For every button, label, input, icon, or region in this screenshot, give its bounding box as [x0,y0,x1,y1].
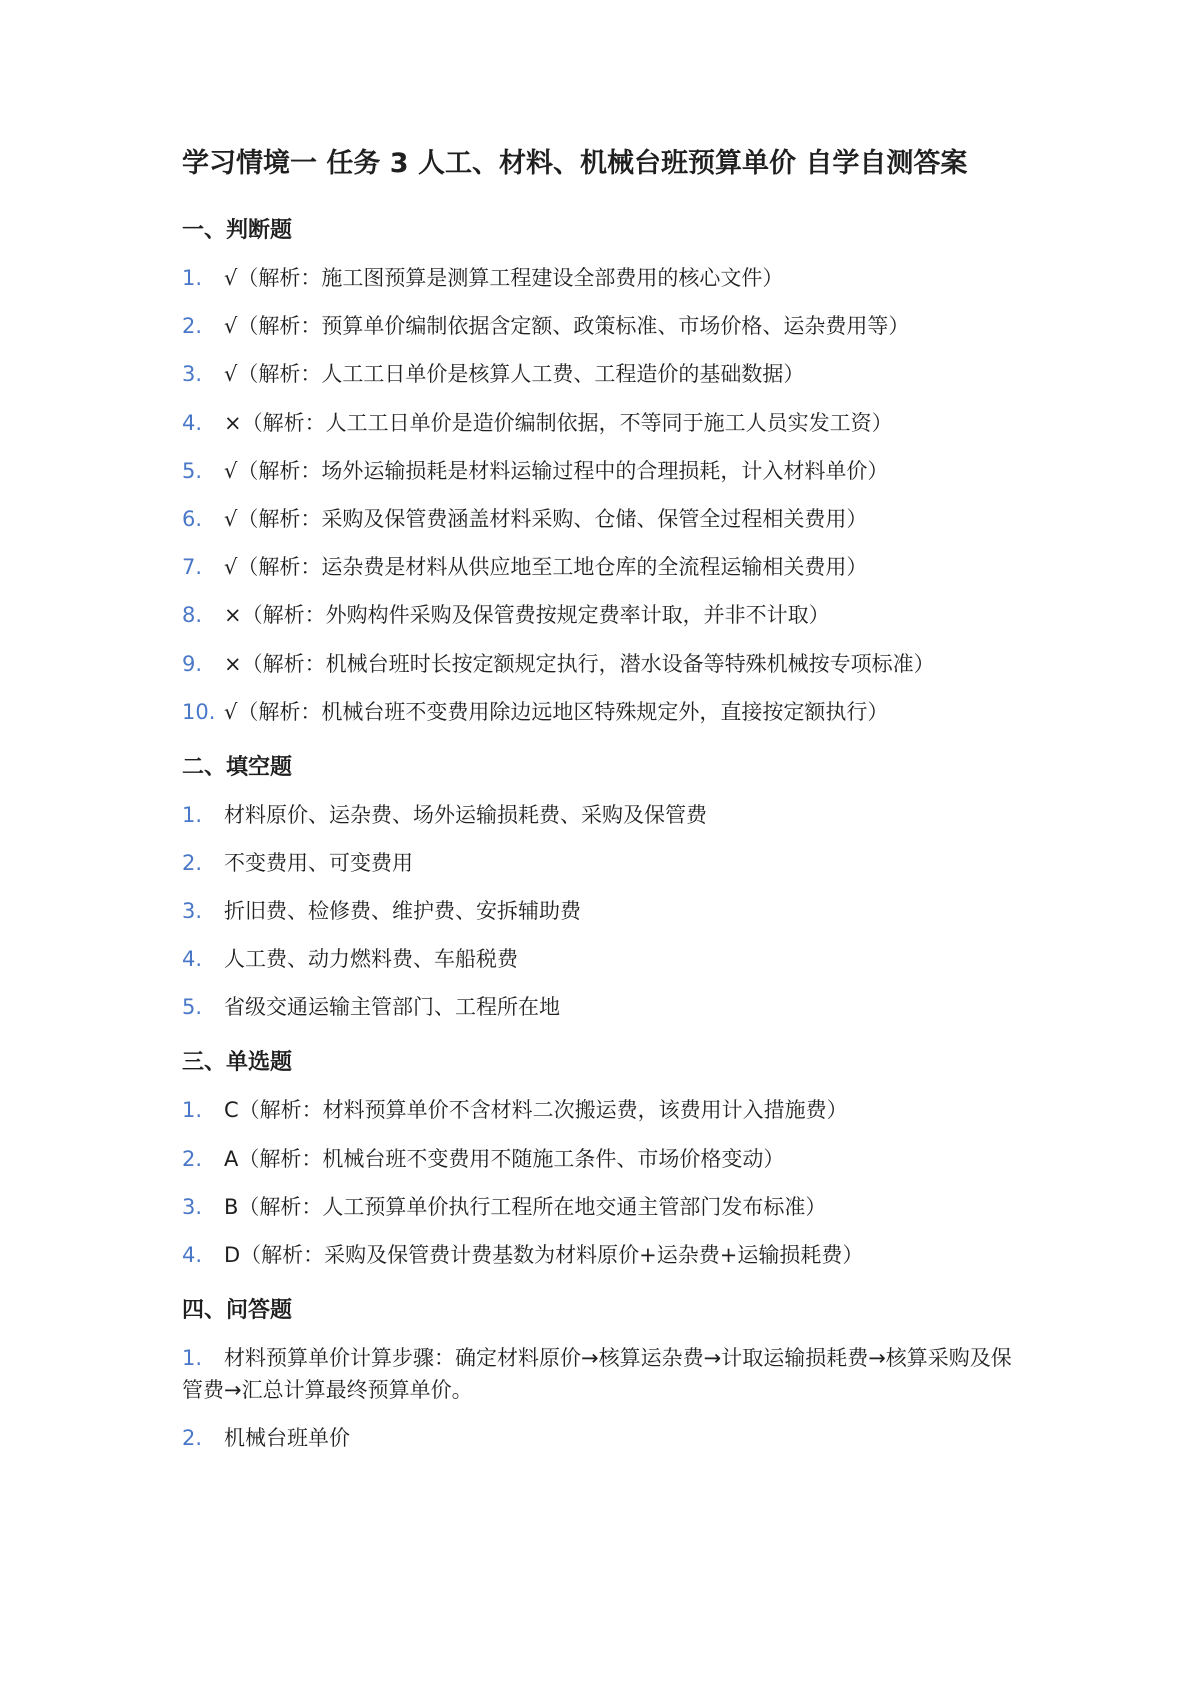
item-text: 人工费、动力燃料费、车船税费 [224,947,518,972]
list-item [182,696,1012,728]
item-number: 9. [182,651,203,676]
item-text: B（解析：人工预算单价执行工程所在地交通主管部门发布标准） [224,1194,827,1219]
item-number: 3. [182,1194,203,1219]
item-number: 1. [182,802,203,827]
item-number: 6. [182,506,203,531]
item-text: 折旧费、检修费、维护费、安拆辅助费 [224,899,581,924]
list-item [182,358,1012,390]
item-text: √（解析：采购及保管费涵盖材料采购、仓储、保管全过程相关费用） [224,506,868,531]
item-text: 省级交通运输主管部门、工程所在地 [224,995,560,1020]
list-item [182,991,1012,1023]
item-text: √（解析：人工工日单价是核算人工费、工程造价的基础数据） [224,362,805,387]
item-text: ×（解析：人工工日单价是造价编制依据，不等同于施工人员实发工资） [224,410,893,435]
item-number: 4. [182,947,203,972]
answer-list [182,1094,1012,1271]
list-item [182,1094,1012,1126]
section-single-choice [182,1048,1012,1271]
list-item [182,1342,1012,1406]
list-item [182,1191,1012,1223]
list-item [182,799,1012,831]
document-page [182,146,1012,1479]
list-item [182,262,1012,294]
item-text: 材料原价、运杂费、场外运输损耗费、采购及保管费 [224,802,707,827]
item-number: 8. [182,603,203,628]
list-item [182,310,1012,342]
item-text: ×（解析：外购构件采购及保管费按规定费率计取，并非不计取） [224,603,830,628]
item-text: √（解析：机械台班不变费用除边远地区特殊规定外，直接按定额执行） [224,699,889,724]
list-item [182,407,1012,439]
list-item [182,551,1012,583]
document-title: 学习情境一 任务 3 人工、材料、机械台班预算单价 自学自测答案 [182,148,968,179]
answer-list [182,799,1012,1024]
list-item [182,847,1012,879]
list-item [182,1422,1012,1454]
item-number: 1. [182,266,203,290]
item-number: 10. [182,699,216,724]
section-heading: 四、问答题 [182,1298,293,1323]
item-number: 5. [182,995,203,1020]
list-item [182,1143,1012,1175]
answer-list [182,1342,1012,1454]
answer-list [182,262,1012,728]
section-true-false [182,216,1012,728]
list-item [182,943,1012,975]
item-number: 1. [182,1098,203,1123]
list-item [182,895,1012,927]
list-item [182,648,1012,680]
item-text: √（解析：运杂费是材料从供应地至工地仓库的全流程运输相关费用） [224,555,868,580]
item-number: 2. [182,314,203,339]
item-number: 3. [182,899,203,924]
section-heading: 一、判断题 [182,218,293,243]
item-number: 2. [182,850,203,875]
item-text: 不变费用、可变费用 [224,850,413,875]
item-number: 4. [182,1243,203,1267]
section-fill-in-blank [182,753,1012,1024]
list-item [182,599,1012,631]
item-text: A（解析：机械台班不变费用不随施工条件、市场价格变动） [224,1146,785,1171]
section-short-answer [182,1296,1012,1454]
item-number: 2. [182,1426,203,1451]
item-text: D（解析：采购及保管费计费基数为材料原价+运杂费+运输损耗费） [224,1243,864,1267]
list-item [182,455,1012,487]
item-text: √（解析：预算单价编制依据含定额、政策标准、市场价格、运杂费用等） [224,314,910,339]
list-item [182,1239,1012,1271]
item-number: 4. [182,410,203,435]
item-number: 3. [182,362,203,387]
item-number: 5. [182,458,203,483]
item-number: 7. [182,555,203,580]
item-text: C（解析：材料预算单价不含材料二次搬运费，该费用计入措施费） [224,1098,848,1123]
item-text: 机械台班单价 [224,1426,350,1451]
item-text: 材料预算单价计算步骤：确定材料原价→核算运杂费→计取运输损耗费→核算采购及保管费→汇总计算最终预算单价。 [182,1346,1012,1402]
list-item [182,503,1012,535]
item-text: ×（解析：机械台班时长按定额规定执行，潜水设备等特殊机械按专项标准） [224,651,935,676]
section-heading: 二、填空题 [182,754,293,780]
section-heading: 三、单选题 [182,1050,293,1076]
item-number: 1. [182,1346,203,1370]
item-number: 2. [182,1146,203,1171]
item-text: √（解析：施工图预算是测算工程建设全部费用的核心文件） [224,266,784,290]
item-text: √（解析：场外运输损耗是材料运输过程中的合理损耗，计入材料单价） [224,458,889,483]
